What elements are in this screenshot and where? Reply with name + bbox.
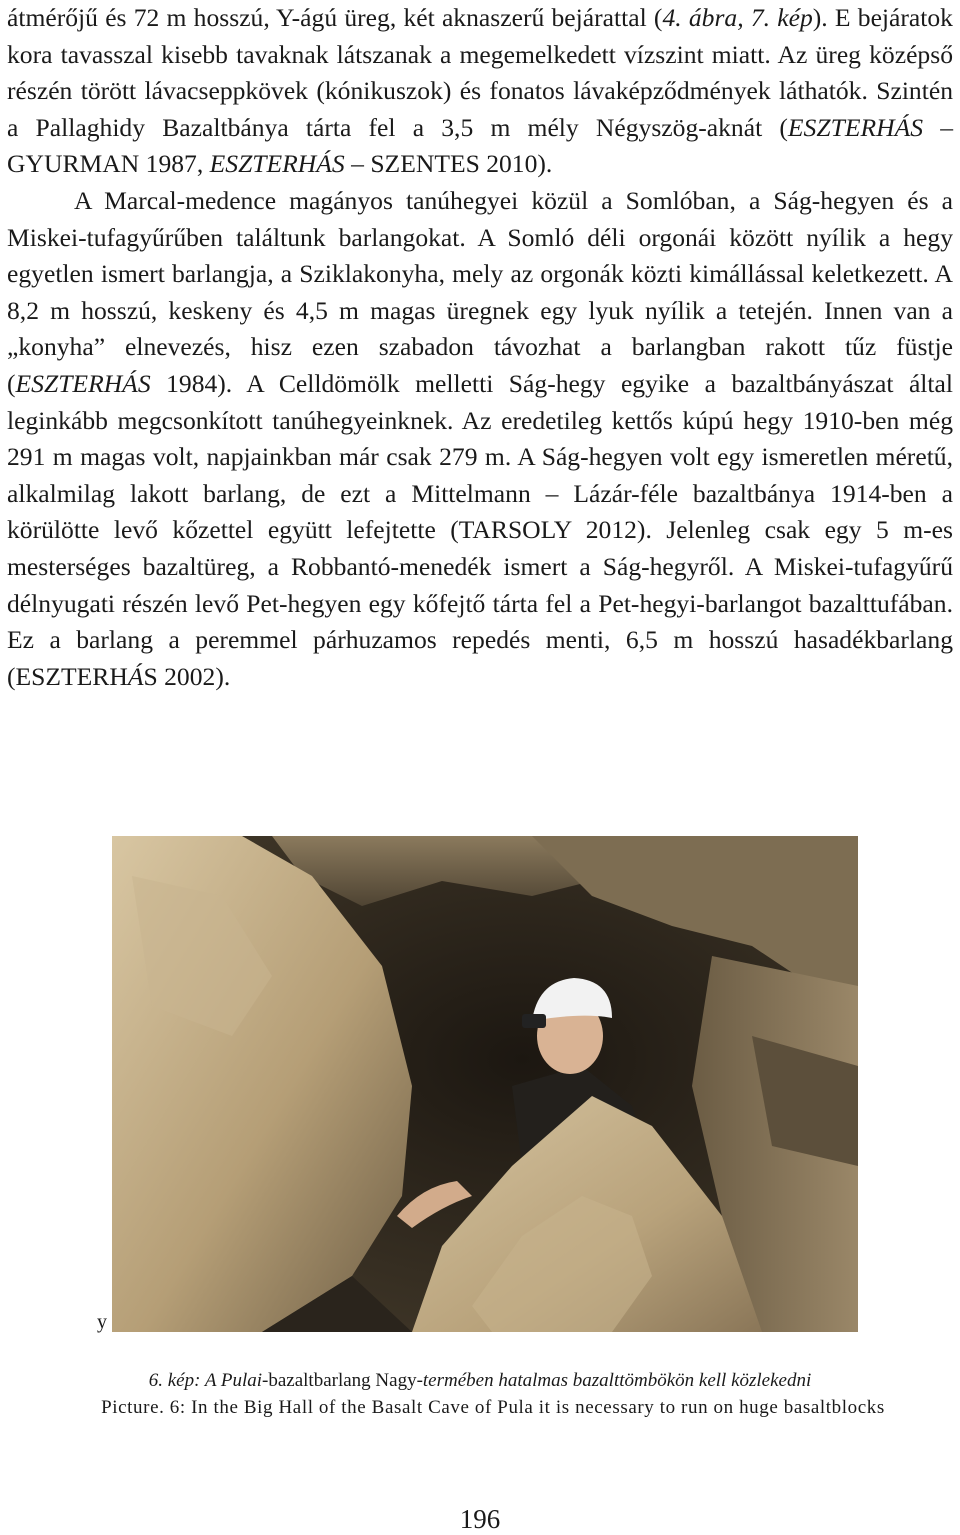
text-run: 4. ábra, 7. kép — [662, 3, 813, 32]
cave-photo — [112, 836, 858, 1332]
paragraph-2 — [7, 183, 953, 695]
text-run: S 2002). — [143, 661, 231, 691]
text-run: – GYURMAN 1987, — [7, 112, 954, 179]
text-run: ESZTERHÁS — [15, 368, 151, 398]
text-run: átmérőjű és 72 m hosszú, Y-ágú üreg, két aknaszerű bejárattal ( — [7, 3, 663, 32]
text-run: termében hatalmas bazalttömbökön kell közlekedni — [422, 1370, 812, 1391]
page-number: 196 — [459, 1504, 501, 1534]
body-text — [7, 0, 953, 695]
text-run: bazaltbarlang Nagy- — [268, 1370, 423, 1391]
text-run: 1984). A Celldömölk melletti Ság-hegy egyike a bazaltbányászat által leginkább megcsonkított tanúhegyeinknek. Az eredetileg kettős kúpú hegy 1910-ben még 291 m magas volt, napjainkban már csak 279 m. A Ság-hegyen volt egy ismeretlen méretű, alkalmilag lakott barlang, de ezt a Mittelmann – Lázár-féle bazaltbánya 1914-ben a körülötte levő kőzettel együtt lefejtette (TARSOLY 2012). Jelenleg csak egy 5 m-es mesterséges bazaltüreg, a Robbantó-menedék ismert a Ság-hegyről. A Miskei-tufagyűrű délnyugati részén levő Pet-hegyen egy kőfejtő tárta fel a Pet-hegyi-barlangot bazalttufában. Ez a barlang a peremmel párhuzamos repedés menti, 6,5 m hosszú hasadékbarlang (ESZTERH — [7, 368, 953, 691]
caption-english: Picture. 6: In the Big Hall of the Basalt Cave of Pula it is necessary to run on huge basaltblocks — [101, 1397, 885, 1418]
text-run: ). E bejáratok kora tavasszal kisebb tavaknak látszanak a megemelkedett vízszint miatt. Az üreg középső részén törött lávacseppkövek (kónikuszok) és fonatos lávaképződmények láthatók. Szintén a Pallaghidy Bazaltbánya tárta fel a 3,5 m mély Négyszög-aknát ( — [7, 3, 953, 142]
text-run: ESZTERHÁS — [787, 112, 924, 142]
text-run: Á — [127, 661, 144, 691]
text-run: A Marcal-medence magányos tanúhegyei közül a Somlóban, a Ság-hegyen és a Miskei-tufagyűrűben találtunk barlangokat. A Somló déli orgonái között nyílik a hegy egyetlen ismert barlangja, a Sziklakonyha, mely az orgonák közti kimállással keletkezett. A 8,2 m hosszú, keskeny és 4,5 m magas üregnek egy lyuk nyílik a tetején. Innen van a „konyha” elnevezés, hisz ezen szabadon távozhat a barlangban rakott tűz füstje ( — [7, 185, 953, 398]
photo-stray-letter: y — [97, 1311, 107, 1333]
caption-hungarian — [0, 1368, 960, 1394]
paragraph-1 — [7, 0, 953, 183]
text-run: – SZENTES 2010). — [344, 149, 553, 179]
text-run: ESZTERHÁS — [209, 149, 345, 179]
text-run: 6. kép: A Pulai- — [148, 1370, 269, 1391]
cave-photo-illustration — [112, 836, 858, 1332]
